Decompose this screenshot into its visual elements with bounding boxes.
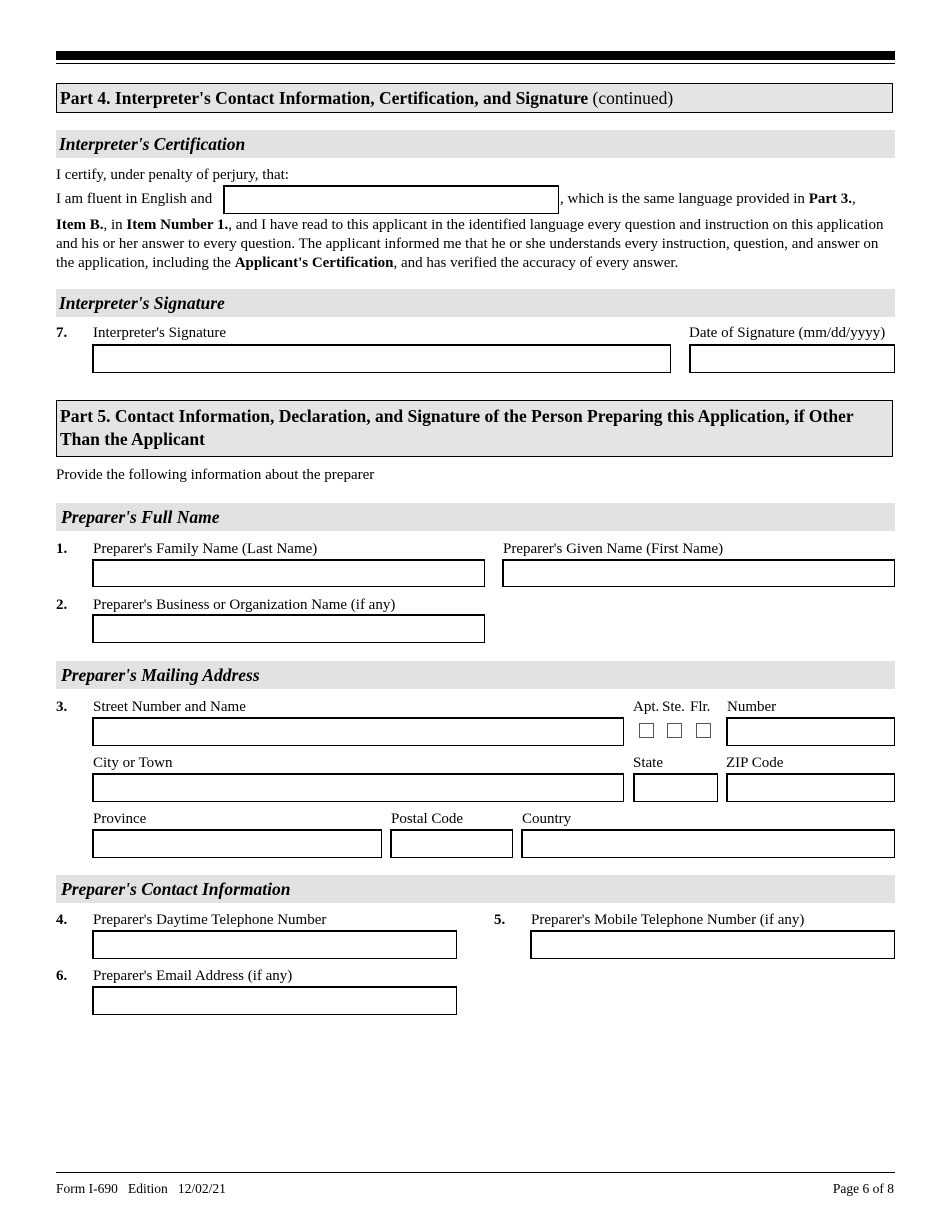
given-name-label: Preparer's Given Name (First Name): [503, 541, 724, 557]
preparer-contact-heading: Preparer's Contact Information: [56, 875, 895, 903]
mobile-phone-field[interactable]: [530, 930, 895, 959]
state-label: State: [633, 755, 663, 771]
item-1-number: 1.: [56, 541, 68, 557]
business-name-label: Preparer's Business or Organization Name (if any): [93, 597, 396, 613]
fluent-suffix: , which is the same language provided in Part 3.,: [560, 191, 856, 207]
interpreter-signature-heading: Interpreter's Signature: [56, 289, 895, 317]
province-label: Province: [93, 811, 147, 827]
state-field[interactable]: [633, 773, 718, 802]
item-6-number: 6.: [56, 968, 68, 984]
footer-form-edition: Form I-690 Edition 12/02/21: [56, 1181, 226, 1196]
apt-checkbox[interactable]: [639, 723, 654, 738]
street-field[interactable]: [92, 717, 624, 746]
preparer-full-name-heading: Preparer's Full Name: [56, 503, 895, 531]
apt-number-field[interactable]: [726, 717, 895, 746]
footer-rule: [56, 1172, 895, 1173]
zip-field[interactable]: [726, 773, 895, 802]
daytime-phone-label: Preparer's Daytime Telephone Number: [93, 912, 327, 928]
city-field[interactable]: [92, 773, 624, 802]
apt-label: Apt.: [633, 699, 660, 715]
certification-paragraph: Item B., in Item Number 1., and I have read to this applicant in the identified language every question and instruction on this application and his or her answer to every question. The applicant informed me that he or she understands every instruction, question, and answer on the application, including the Applicant's Certification, and has verified the accuracy of every answer.: [56, 217, 884, 271]
daytime-phone-field[interactable]: [92, 930, 457, 959]
email-label: Preparer's Email Address (if any): [93, 968, 293, 984]
interpreter-signature-field[interactable]: [92, 344, 671, 373]
mobile-phone-label: Preparer's Mobile Telephone Number (if any): [531, 912, 805, 928]
zip-label: ZIP Code: [726, 755, 784, 771]
country-field[interactable]: [521, 829, 895, 858]
date-of-signature-field[interactable]: [689, 344, 895, 373]
item-3-number: 3.: [56, 699, 68, 715]
top-rule-thin: [56, 63, 895, 64]
footer-page-number: Page 6 of 8: [832, 1181, 894, 1196]
family-name-field[interactable]: [92, 559, 485, 587]
part3-ref: Part 3.: [808, 191, 853, 207]
item-2-number: 2.: [56, 597, 68, 613]
email-field[interactable]: [92, 986, 457, 1015]
certify-line: I certify, under penalty of perjury, that:: [56, 167, 289, 183]
given-name-field[interactable]: [502, 559, 895, 587]
part4-title: Part 4. Interpreter's Contact Information, Certification, and Signature: [60, 88, 589, 108]
ste-label: Ste.: [662, 699, 685, 715]
business-name-field[interactable]: [92, 614, 485, 643]
item-4-number: 4.: [56, 912, 68, 928]
date-of-signature-label: Date of Signature (mm/dd/yyyy): [689, 325, 886, 341]
postal-code-label: Postal Code: [391, 811, 464, 827]
flr-label: Flr.: [690, 699, 711, 715]
part5-intro: Provide the following information about the preparer: [56, 467, 375, 483]
top-rule-thick: [56, 51, 895, 60]
city-label: City or Town: [93, 755, 173, 771]
street-label: Street Number and Name: [93, 699, 246, 715]
preparer-mailing-address-heading: Preparer's Mailing Address: [56, 661, 895, 689]
ste-checkbox[interactable]: [667, 723, 682, 738]
interpreter-signature-label: Interpreter's Signature: [93, 325, 227, 341]
item-5-number: 5.: [494, 912, 506, 928]
fluent-prefix: I am fluent in English and: [56, 191, 213, 207]
postal-code-field[interactable]: [390, 829, 513, 858]
part4-continued: (continued): [588, 88, 674, 108]
part5-header: Part 5. Contact Information, Declaration, and Signature of the Person Preparing this Application, if Other Than the Applicant: [56, 400, 893, 457]
item-7-number: 7.: [56, 325, 68, 341]
country-label: Country: [522, 811, 572, 827]
number-label: Number: [727, 699, 777, 715]
province-field[interactable]: [92, 829, 382, 858]
language-input[interactable]: [223, 185, 559, 214]
family-name-label: Preparer's Family Name (Last Name): [93, 541, 318, 557]
interpreter-certification-heading: Interpreter's Certification: [56, 130, 895, 158]
part4-header: [56, 83, 893, 113]
flr-checkbox[interactable]: [696, 723, 711, 738]
